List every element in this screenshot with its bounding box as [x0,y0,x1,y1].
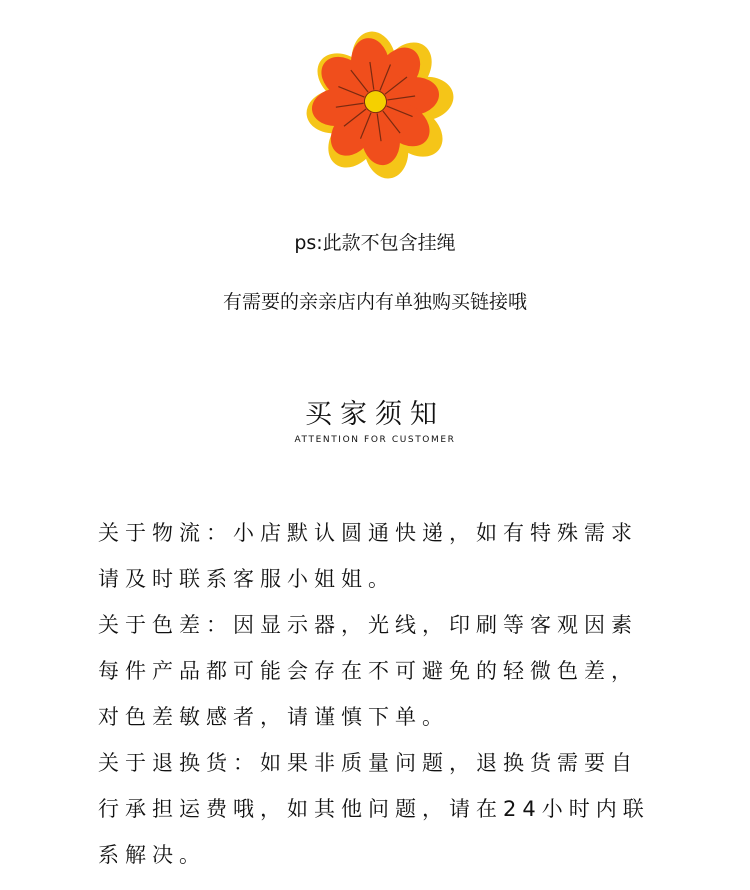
note-line: 系解决。 [98,843,206,867]
note-line: 每件产品都可能会存在不可避免的轻微色差， [98,659,638,683]
note-line: 对色差敏感者，请谨慎下单。 [98,705,449,729]
note-line: 关于退换货：如果非质量问题，退换货需要自 [98,751,638,775]
ps-note: ps:此款不包含挂绳 [294,232,456,254]
note-line: 请及时联系客服小姐姐。 [98,567,395,591]
section-subtitle: ATTENTION FOR CUSTOMER [294,435,456,445]
note-line: 关于色差：因显示器，光线，印刷等客观因素 [98,613,638,637]
section-title: 买家须知 [305,399,445,430]
flower-icon [300,30,460,180]
note-line: 行承担运费哦，如其他问题，请在24小时内联 [98,797,650,821]
flower-illustration [300,30,460,180]
purchase-link-note: 有需要的亲亲店内有单独购买链接哦 [222,291,527,313]
note-line: 关于物流：小店默认圆通快递，如有特殊需求 [98,521,638,545]
buyer-notes [98,510,678,878]
